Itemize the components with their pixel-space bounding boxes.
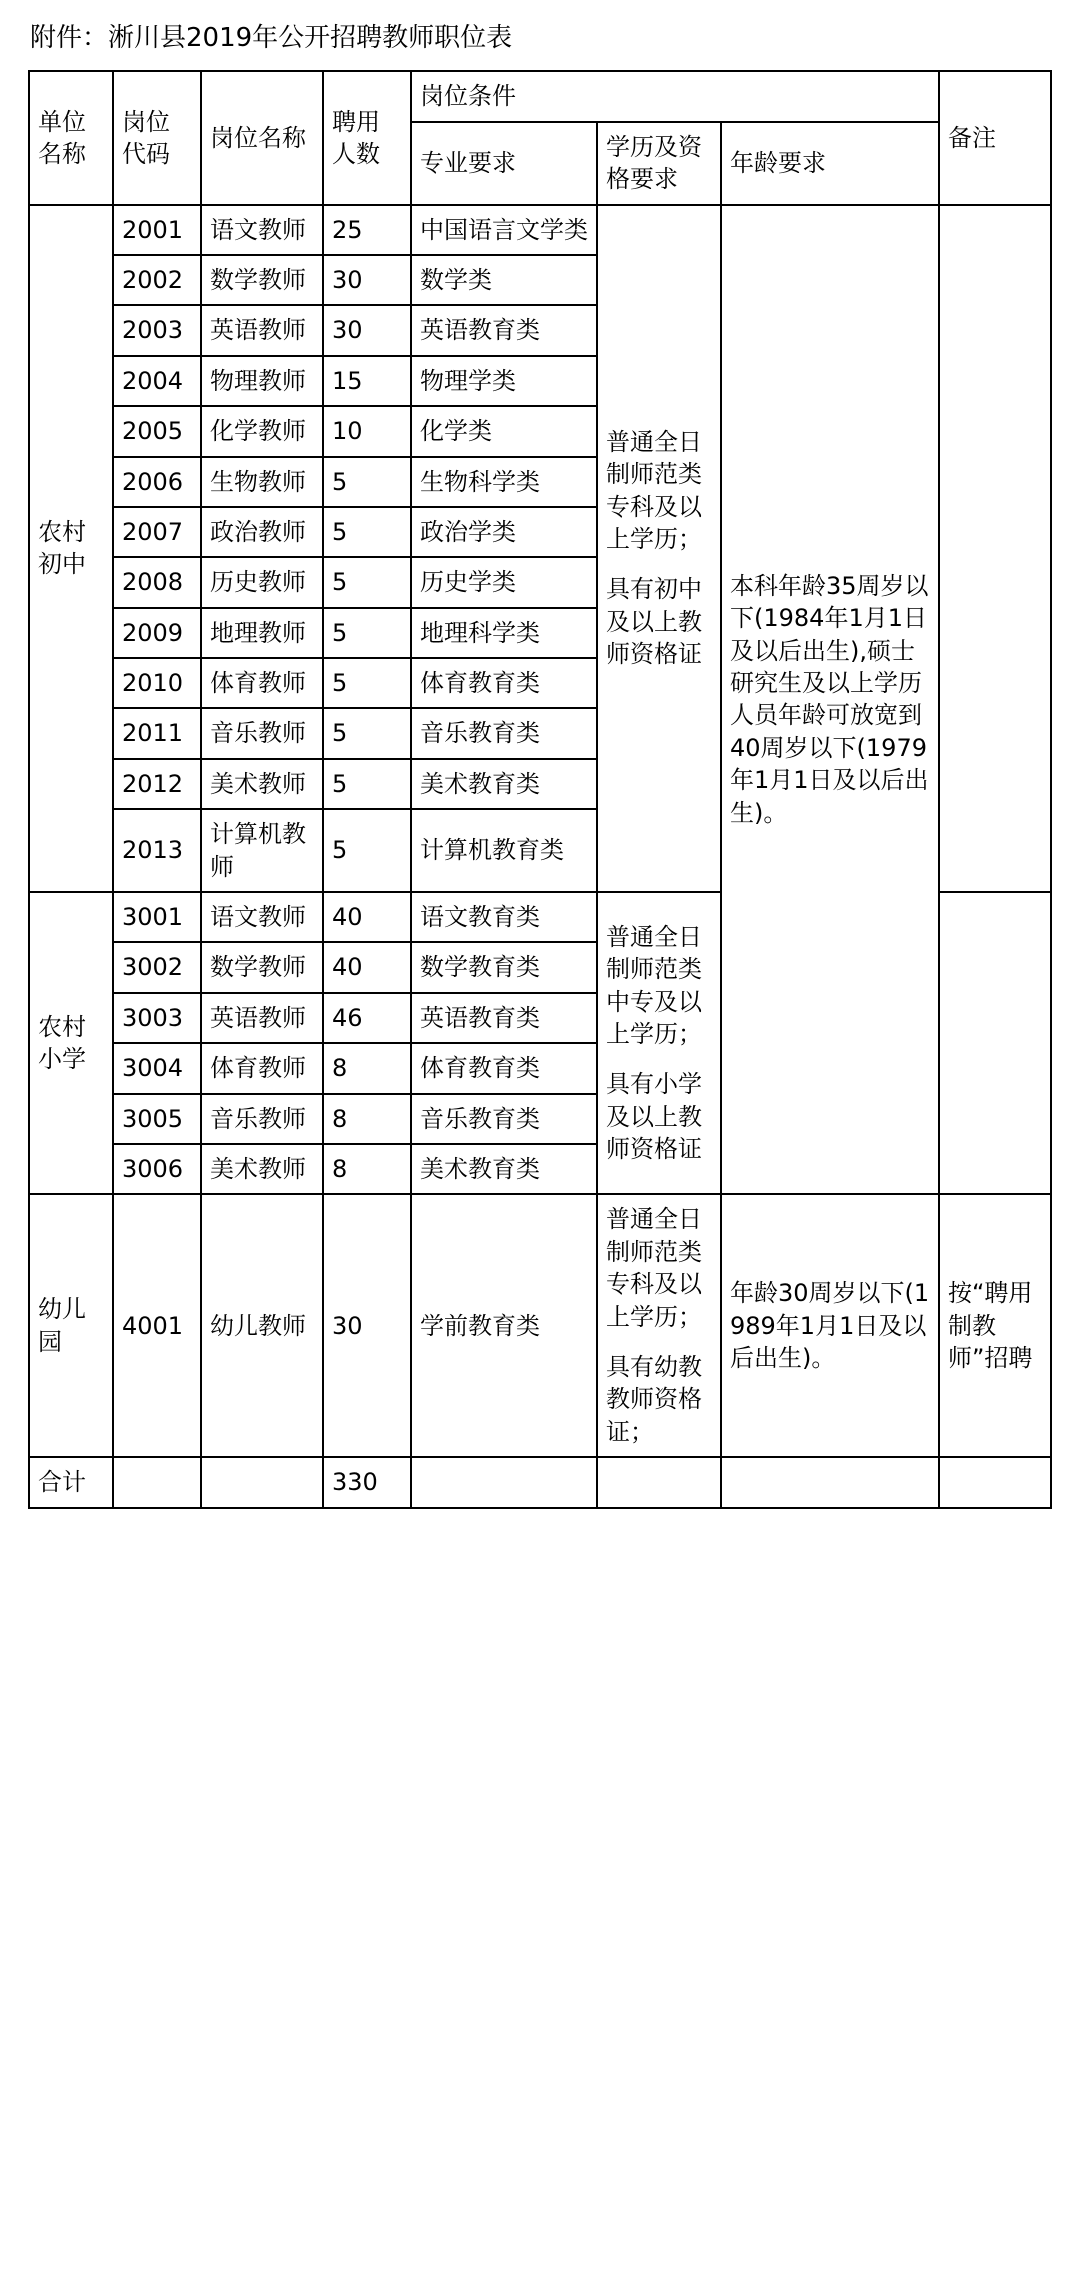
cell-unit: 农村小学 <box>29 892 113 1194</box>
header-code: 岗位代码 <box>113 71 201 204</box>
cell-major: 计算机教育类 <box>411 809 597 892</box>
cell-major: 体育教育类 <box>411 658 597 708</box>
cell-major: 化学类 <box>411 406 597 456</box>
cell-education <box>597 892 721 1194</box>
education-paragraph-2: 具有小学及以上教师资格证 <box>606 1070 702 1164</box>
cell-hire-count: 25 <box>323 205 411 255</box>
education-paragraph-2: 具有初中及以上教师资格证 <box>606 575 702 669</box>
cell-education <box>597 205 721 892</box>
cell-job-name: 历史教师 <box>201 557 323 607</box>
cell-code: 2009 <box>113 608 201 658</box>
cell-hire-count: 5 <box>323 457 411 507</box>
cell-hire-count: 30 <box>323 255 411 305</box>
header-unit: 单位名称 <box>29 71 113 204</box>
cell-remark: 按“聘用制教师”招聘 <box>939 1194 1051 1457</box>
header-education: 学历及资格要求 <box>597 122 721 205</box>
cell-major: 地理科学类 <box>411 608 597 658</box>
cell-code: 3005 <box>113 1094 201 1144</box>
cell-major: 美术教育类 <box>411 759 597 809</box>
cell-major: 历史学类 <box>411 557 597 607</box>
cell-job-name: 化学教师 <box>201 406 323 456</box>
cell-major: 中国语言文学类 <box>411 205 597 255</box>
cell-major: 美术教育类 <box>411 1144 597 1194</box>
cell-hire-count: 40 <box>323 892 411 942</box>
table-total-row <box>29 1457 1051 1507</box>
cell-hire-count: 8 <box>323 1043 411 1093</box>
cell-code: 2005 <box>113 406 201 456</box>
cell-age: 本科年龄35周岁以下(1984年1月1日及以后出生),硕士研究生及以上学历人员年龄可放宽到40周岁以下(1979年1月1日及以后出生)。 <box>721 205 939 1195</box>
cell-job-name: 音乐教师 <box>201 708 323 758</box>
cell-code: 3004 <box>113 1043 201 1093</box>
cell-job-name: 美术教师 <box>201 759 323 809</box>
cell-major: 学前教育类 <box>411 1194 597 1457</box>
cell-hire-count: 5 <box>323 708 411 758</box>
cell-major: 音乐教育类 <box>411 1094 597 1144</box>
cell-hire-count: 5 <box>323 809 411 892</box>
cell-job-name: 数学教师 <box>201 942 323 992</box>
cell-job-name: 计算机教师 <box>201 809 323 892</box>
table-row <box>29 1194 1051 1457</box>
cell-major: 英语教育类 <box>411 993 597 1043</box>
cell-code: 2010 <box>113 658 201 708</box>
cell-job-name: 生物教师 <box>201 457 323 507</box>
header-major: 专业要求 <box>411 122 597 205</box>
cell-code: 2011 <box>113 708 201 758</box>
cell-total-age <box>721 1457 939 1507</box>
cell-major: 政治学类 <box>411 507 597 557</box>
cell-code: 3003 <box>113 993 201 1043</box>
education-paragraph-1: 普通全日制师范类专科及以上学历； <box>606 1205 702 1331</box>
cell-job-name: 体育教师 <box>201 658 323 708</box>
header-condition-group: 岗位条件 <box>411 71 939 121</box>
cell-job-name: 语文教师 <box>201 205 323 255</box>
cell-job-name: 英语教师 <box>201 305 323 355</box>
cell-unit: 幼儿园 <box>29 1194 113 1457</box>
cell-hire-count: 30 <box>323 1194 411 1457</box>
recruitment-position-table <box>28 70 1052 1508</box>
cell-major: 数学教育类 <box>411 942 597 992</box>
cell-hire-count: 5 <box>323 759 411 809</box>
cell-job-name: 语文教师 <box>201 892 323 942</box>
cell-hire-count: 5 <box>323 608 411 658</box>
cell-major: 物理学类 <box>411 356 597 406</box>
cell-major: 英语教育类 <box>411 305 597 355</box>
cell-hire-count: 5 <box>323 557 411 607</box>
education-paragraph-1: 普通全日制师范类中专及以上学历； <box>606 922 702 1048</box>
cell-remark <box>939 892 1051 1194</box>
cell-code: 4001 <box>113 1194 201 1457</box>
cell-total-label: 合计 <box>29 1457 113 1507</box>
cell-job-name: 音乐教师 <box>201 1094 323 1144</box>
table-row <box>29 205 1051 255</box>
cell-code: 2004 <box>113 356 201 406</box>
cell-hire-count: 8 <box>323 1094 411 1144</box>
cell-code: 2013 <box>113 809 201 892</box>
cell-job-name: 英语教师 <box>201 993 323 1043</box>
cell-job-name: 政治教师 <box>201 507 323 557</box>
cell-hire-count: 8 <box>323 1144 411 1194</box>
cell-total-education <box>597 1457 721 1507</box>
cell-code: 2002 <box>113 255 201 305</box>
cell-code: 2008 <box>113 557 201 607</box>
cell-hire-count: 30 <box>323 305 411 355</box>
table-header-row-1 <box>29 71 1051 121</box>
spacer <box>606 1050 712 1068</box>
cell-total-code <box>113 1457 201 1507</box>
cell-unit: 农村初中 <box>29 205 113 892</box>
cell-code: 2007 <box>113 507 201 557</box>
cell-code: 3006 <box>113 1144 201 1194</box>
cell-age: 年龄30周岁以下(1989年1月1日及以后出生)。 <box>721 1194 939 1457</box>
cell-code: 2001 <box>113 205 201 255</box>
cell-job-name: 幼儿教师 <box>201 1194 323 1457</box>
cell-major: 语文教育类 <box>411 892 597 942</box>
header-age: 年龄要求 <box>721 122 939 205</box>
cell-remark <box>939 205 1051 892</box>
cell-major: 生物科学类 <box>411 457 597 507</box>
cell-job-name: 地理教师 <box>201 608 323 658</box>
cell-job-name: 物理教师 <box>201 356 323 406</box>
cell-job-name: 美术教师 <box>201 1144 323 1194</box>
cell-job-name: 数学教师 <box>201 255 323 305</box>
cell-code: 2006 <box>113 457 201 507</box>
cell-hire-count: 40 <box>323 942 411 992</box>
cell-code: 2003 <box>113 305 201 355</box>
cell-major: 音乐教育类 <box>411 708 597 758</box>
cell-major: 体育教育类 <box>411 1043 597 1093</box>
spacer <box>606 555 712 573</box>
header-job-name: 岗位名称 <box>201 71 323 204</box>
spacer <box>606 1333 712 1351</box>
education-paragraph-1: 普通全日制师范类专科及以上学历； <box>606 427 702 554</box>
cell-major: 数学类 <box>411 255 597 305</box>
cell-code: 3002 <box>113 942 201 992</box>
cell-total-remark <box>939 1457 1051 1507</box>
cell-total-job-name <box>201 1457 323 1507</box>
cell-hire-count: 15 <box>323 356 411 406</box>
cell-code: 3001 <box>113 892 201 942</box>
header-remark: 备注 <box>939 71 1051 204</box>
cell-total-count: 330 <box>323 1457 411 1507</box>
cell-education <box>597 1194 721 1457</box>
cell-hire-count: 10 <box>323 406 411 456</box>
cell-total-major <box>411 1457 597 1507</box>
cell-job-name: 体育教师 <box>201 1043 323 1093</box>
education-paragraph-2: 具有幼教教师资格证； <box>606 1352 702 1446</box>
page-title: 附件：淅川县2019年公开招聘教师职位表 <box>30 23 513 53</box>
cell-hire-count: 5 <box>323 507 411 557</box>
cell-hire-count: 46 <box>323 993 411 1043</box>
header-hire-count: 聘用人数 <box>323 71 411 204</box>
cell-hire-count: 5 <box>323 658 411 708</box>
cell-code: 2012 <box>113 759 201 809</box>
